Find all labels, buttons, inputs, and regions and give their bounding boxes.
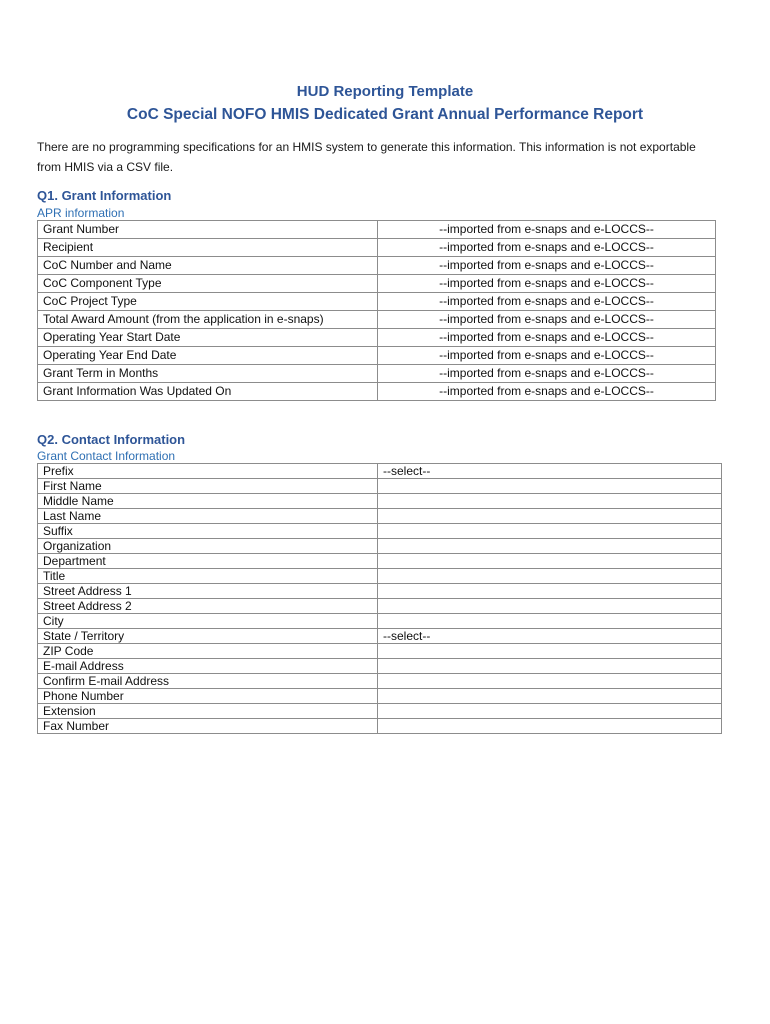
row-label: Grant Number: [38, 221, 378, 239]
row-label: Middle Name: [38, 494, 378, 509]
table-row: [38, 704, 722, 719]
q1-heading: Q1. Grant Information: [37, 188, 172, 203]
q2-heading: Q2. Contact Information: [37, 432, 186, 447]
q2-subheading: Grant Contact Information: [37, 449, 176, 463]
select-field[interactable]: --select--: [378, 629, 722, 644]
select-field[interactable]: --select--: [378, 464, 722, 479]
row-label: Confirm E-mail Address: [38, 674, 378, 689]
text-field[interactable]: [378, 599, 722, 614]
text-field[interactable]: [378, 569, 722, 584]
row-value: --imported from e-snaps and e-LOCCS--: [378, 311, 716, 329]
row-value: --imported from e-snaps and e-LOCCS--: [378, 383, 716, 401]
table-row: [38, 614, 722, 629]
table-row: [38, 644, 722, 659]
table-row: [38, 257, 716, 275]
table-row: [38, 569, 722, 584]
row-value: --imported from e-snaps and e-LOCCS--: [378, 347, 716, 365]
row-label: Operating Year End Date: [38, 347, 378, 365]
table-row: [38, 689, 722, 704]
row-label: City: [38, 614, 378, 629]
row-label: CoC Number and Name: [38, 257, 378, 275]
text-field[interactable]: [378, 659, 722, 674]
table-row: [38, 554, 722, 569]
document-subtitle: CoC Special NOFO HMIS Dedicated Grant Annual Performance Report: [126, 106, 644, 123]
row-label: Recipient: [38, 239, 378, 257]
row-value: --imported from e-snaps and e-LOCCS--: [378, 275, 716, 293]
table-row: [38, 674, 722, 689]
row-label: Street Address 2: [38, 599, 378, 614]
table-row: [38, 659, 722, 674]
row-label: Last Name: [38, 509, 378, 524]
row-value: --imported from e-snaps and e-LOCCS--: [378, 293, 716, 311]
table-row: [38, 239, 716, 257]
row-label: E-mail Address: [38, 659, 378, 674]
text-field[interactable]: [378, 644, 722, 659]
table-row: [38, 221, 716, 239]
text-field[interactable]: [378, 554, 722, 569]
table-row: [38, 719, 722, 734]
text-field[interactable]: [378, 524, 722, 539]
row-label: Fax Number: [38, 719, 378, 734]
table-row: [38, 629, 722, 644]
table-row: [38, 293, 716, 311]
row-label: Grant Information Was Updated On: [38, 383, 378, 401]
table-row: [38, 365, 716, 383]
row-label: Total Award Amount (from the application in e-snaps): [38, 311, 378, 329]
table-row: [38, 494, 722, 509]
row-value: --imported from e-snaps and e-LOCCS--: [378, 257, 716, 275]
table-row: [38, 539, 722, 554]
table-row: [38, 509, 722, 524]
row-value: --imported from e-snaps and e-LOCCS--: [378, 239, 716, 257]
text-field[interactable]: [378, 494, 722, 509]
row-label: First Name: [38, 479, 378, 494]
table-row: [38, 464, 722, 479]
row-label: Prefix: [38, 464, 378, 479]
table-row: [38, 347, 716, 365]
row-label: State / Territory: [38, 629, 378, 644]
row-label: Department: [38, 554, 378, 569]
row-label: CoC Component Type: [38, 275, 378, 293]
text-field[interactable]: [378, 509, 722, 524]
contact-information-table: [37, 463, 722, 734]
text-field[interactable]: [378, 674, 722, 689]
q1-subheading: APR information: [37, 206, 125, 220]
text-field[interactable]: [378, 614, 722, 629]
row-label: Street Address 1: [38, 584, 378, 599]
row-label: CoC Project Type: [38, 293, 378, 311]
row-label: Title: [38, 569, 378, 584]
row-value: --imported from e-snaps and e-LOCCS--: [378, 329, 716, 347]
text-field[interactable]: [378, 479, 722, 494]
table-row: [38, 524, 722, 539]
intro-paragraph: There are no programming specifications for an HMIS system to generate this information. This information is not exportable from HMIS via a CSV file.: [37, 140, 696, 174]
row-value: --imported from e-snaps and e-LOCCS--: [378, 221, 716, 239]
table-row: [38, 584, 722, 599]
row-label: Operating Year Start Date: [38, 329, 378, 347]
grant-information-table: [37, 220, 716, 401]
table-row: [38, 275, 716, 293]
text-field[interactable]: [378, 539, 722, 554]
table-row: [38, 329, 716, 347]
table-row: [38, 599, 722, 614]
row-label: Phone Number: [38, 689, 378, 704]
row-label: ZIP Code: [38, 644, 378, 659]
text-field[interactable]: [378, 704, 722, 719]
text-field[interactable]: [378, 689, 722, 704]
row-label: Extension: [38, 704, 378, 719]
text-field[interactable]: [378, 719, 722, 734]
table-row: [38, 479, 722, 494]
document-title: HUD Reporting Template: [296, 83, 474, 100]
row-label: Organization: [38, 539, 378, 554]
table-row: [38, 383, 716, 401]
table-row: [38, 311, 716, 329]
row-value: --imported from e-snaps and e-LOCCS--: [378, 365, 716, 383]
row-label: Suffix: [38, 524, 378, 539]
text-field[interactable]: [378, 584, 722, 599]
row-label: Grant Term in Months: [38, 365, 378, 383]
